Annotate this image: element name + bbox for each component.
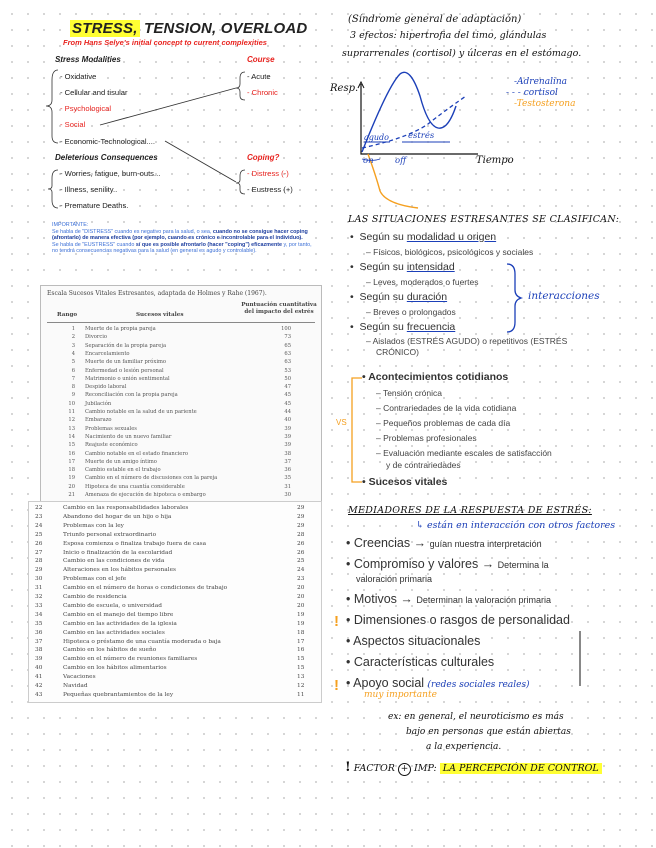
table-caption: Escala Sucesos Vitales Estresantes, adaptada de Holmes y Rahe (1967). (47, 290, 267, 297)
table-row: 1 Muerte de la propia pareja 100 (71, 326, 291, 332)
gas-line: 3 efectos: hipertrofia del timo, glándulas (350, 30, 547, 41)
table-row: 41 Vacaciones 13 (35, 674, 305, 681)
modality-item: - Economic-Technological.... (60, 137, 155, 146)
table-row: 33 Cambio de escuela, o universidad 20 (35, 602, 305, 609)
table-row: 42 Navidad 12 (35, 683, 305, 689)
consequences-heading: Deleterious Consequences (55, 153, 158, 162)
table-row: 28 Cambio en las condiciones de vida 25 (35, 558, 305, 565)
classify-sub: – Aislados (ESTRÉS AGUDO) o repetitivos (ESTRÉS (366, 336, 568, 346)
acont-item: – Tensión crónica (376, 388, 442, 398)
distress-note: Se habla de "DISTRESS" cuando es negativo para la salud, o sea, cuando no se consigue hacer coping (afrontarlo) de manera efectiva (por ejemplo, cuando es crónico e incontrolable para el individuo). (52, 228, 308, 242)
table-row: 12 Embarazo 40 (68, 417, 291, 424)
factor-line: ! FACTOR + IMP: LA PERCEPCIÓN DE CONTROL (345, 760, 602, 776)
legend-cortisol: - - - cortisol (506, 88, 558, 98)
interacciones-label: interacciones (528, 290, 600, 302)
table-row: 25 Triunfo personal extraordinario 28 (35, 531, 305, 538)
classify-item: • Según su modalidad u origen (350, 231, 497, 243)
mediador-item-sub: valoración primaria (356, 574, 433, 584)
plus-icon: + (398, 763, 411, 776)
vs-label: VS (336, 418, 347, 427)
table-row: 9 Reconciliación con la propia pareja 45 (71, 392, 291, 399)
table-header-score: Puntuación cuantitativa del impacto del estrés (241, 302, 317, 315)
classify-sub: – Físicos, biológicos, psicológicos y sociales (366, 247, 534, 257)
table-row: 13 Problemas sexuales 39 (68, 425, 291, 432)
modality-item: - Cellular and tisular (60, 88, 128, 97)
interactions-brace (505, 262, 525, 334)
coping-heading: Coping? (247, 153, 280, 162)
mediador-item: • Creencias → guían nuestra interpretación (346, 536, 542, 550)
sucesos-heading: • Sucesos vitales (362, 476, 448, 488)
exclamation-icon: ! (334, 613, 339, 630)
table-row: 34 Cambio en el manejo del tiempo libre 19 (35, 611, 305, 618)
exclamation-icon: ! (334, 677, 339, 694)
course-heading: Course (247, 55, 275, 64)
legend-testosterona: -Testosterona (514, 99, 576, 109)
classify-heading: LAS SITUACIONES ESTRESANTES SE CLASIFICAN: (348, 214, 620, 225)
chart-ylabel: Resp. (330, 83, 359, 94)
mediador-item: • Apoyo social (redes sociales reales) (346, 676, 530, 690)
eustress-note: Se habla de "EUSTRESS" cuando sí que es posible afrontarlo (hacer "coping") eficazmente y, por tanto, no tendrá consecuencias negativas para la salud (en general es agudo y controlable). (52, 241, 312, 255)
acont-item: y de contrariedades (386, 460, 461, 470)
legend-adrenalina: -Adrenalina (514, 77, 568, 87)
vs-bracket (344, 372, 364, 488)
modality-item: - Oxidative (60, 72, 97, 81)
off-label: off (395, 156, 407, 166)
table-row: 19 Cambio en el número de discusiones con la pareja 35 (68, 475, 291, 482)
life-events-table (40, 285, 322, 505)
acont-item: – Problemas profesionales (376, 433, 477, 443)
consequence-item: - Premature Deaths. (60, 201, 129, 210)
page-title: STRESS, TENSION, OVERLOAD (72, 20, 308, 37)
table-row: 20 Hipoteca de una cuantía considerable 31 (68, 483, 291, 490)
modality-item: - Social (60, 120, 86, 129)
table-row: 22 Cambio en las responsabilidades laborales 29 (35, 505, 305, 511)
mediadores-heading: MEDIADORES DE LA RESPUESTA DE ESTRÉS: (348, 505, 592, 516)
important-note (52, 222, 317, 255)
life-events-table-continued (28, 501, 322, 703)
table-header-event: Sucesos vitales (136, 312, 184, 318)
testosterona-line (368, 154, 418, 208)
table-row: 18 Cambio estable en el trabajo 36 (68, 467, 291, 474)
stress-response-chart (328, 66, 628, 216)
gas-line: suprarrenales (cortisol) y úlceras en el estómago. (342, 48, 582, 59)
example-line: ex: en general, el neuroticismo es más (388, 712, 564, 722)
table-row: 3 Separación de la propia pareja 65 (71, 342, 291, 349)
subtitle: From Hans Selye's initial concept to current complexities (63, 38, 267, 47)
consequence-item: - Worries, fatigue, burn-outs... (60, 169, 161, 178)
classify-item: • Según su frecuencia (350, 321, 456, 333)
table-row: 6 Enfermedad o lesión personal 53 (71, 367, 291, 374)
table-row: 2 Divorcio 73 (71, 334, 291, 341)
mediador-item: • Compromiso y valores → Determina la (346, 557, 549, 571)
acont-heading: • Acontecimientos cotidianos (362, 371, 509, 383)
table-row: 14 Nacimiento de un nuevo familiar 39 (68, 433, 291, 440)
table-row: 27 Inicio o finalización de la escolaridad 26 (35, 549, 305, 556)
classify-sub: CRÓNICO) (376, 347, 419, 357)
classify-item: • Según su duración (350, 291, 448, 303)
important-label: IMPORTANTE: (52, 222, 89, 228)
exclamation-icon: ! (345, 760, 351, 775)
mediadores-note: ↳ están en interacción con otros factores (416, 520, 616, 531)
agudo-label: agudo (364, 133, 389, 142)
coping-item: - Distress (-) (247, 169, 289, 178)
consequence-item: - Illness, senility.. (60, 185, 118, 194)
table-row: 23 Abandono del hogar de un hijo o hija 29 (35, 513, 305, 520)
mindmap-connectors (0, 0, 330, 215)
table-row: 38 Cambio en los hábitos de sueño 16 (35, 647, 305, 654)
table-row: 7 Matrimonio o unión sentimental 50 (71, 375, 291, 382)
example-line: bajo en personas que están abiertas (406, 727, 571, 737)
acont-item: – Evaluación mediante escales de satisfacción (376, 448, 552, 458)
table-row: 5 Muerte de un familiar próximo 63 (71, 359, 291, 366)
classify-sub: – Breves o prolongados (366, 307, 456, 317)
table-row: 39 Cambio en el número de reuniones familiares 15 (35, 656, 305, 663)
acont-item: – Pequeños problemas de cada día (376, 418, 511, 428)
coping-item: - Eustress (+) (247, 185, 293, 194)
mediadores-marks (330, 606, 600, 696)
table-row: 21 Amenaza de ejecución de hipoteca o embargo 30 (68, 492, 291, 498)
acont-item: – Contrariedades de la vida cotidiana (376, 403, 517, 413)
classify-item: • Según su intensidad (350, 261, 455, 273)
table-row: 35 Cambio en las actividades de la iglesia 19 (35, 620, 305, 627)
modalities-heading: Stress Modalities (55, 55, 121, 64)
table-row: 32 Cambio de residencia 20 (35, 594, 305, 600)
estres-label: estrés (408, 131, 435, 141)
table-row: 36 Cambio en las actividades sociales 18 (35, 629, 305, 636)
mediador-item: • Dimensiones o rasgos de personalidad (346, 613, 570, 627)
table-row: 4 Encarcelamiento 63 (71, 350, 291, 357)
table-row: 30 Problemas con el jefe 23 (35, 576, 305, 583)
table-row: 16 Cambio notable en el estado financiero 38 (68, 450, 291, 457)
classify-sub: – Leves, moderados o fuertes (366, 277, 479, 287)
table-row: 37 Hipoteca o préstamo de una cuantía moderada o baja 17 (35, 638, 305, 645)
table-row: 24 Problemas con la ley 29 (35, 522, 305, 529)
course-item: - Chronic (247, 88, 278, 97)
table-row: 26 Esposa comienza o finaliza trabajo fuera de casa 26 (35, 540, 305, 547)
table-row: 43 Pequeñas quebrantamientos de la ley 11 (35, 691, 305, 698)
on-label: on (363, 156, 374, 166)
table-row: 17 Muerte de un amigo íntimo 37 (68, 458, 291, 465)
gas-heading: (Síndrome general de adaptación) (348, 14, 522, 25)
modality-item: - Psychological (60, 104, 112, 113)
table-header-rank: Rango (57, 312, 78, 318)
mediador-item: • Aspectos situacionales (346, 634, 481, 648)
factor-highlight: LA PERCEPCIÓN DE CONTROL (440, 763, 602, 774)
table-row: 8 Despido laboral 47 (71, 384, 291, 391)
course-item: - Acute (247, 72, 271, 81)
example-line: a la experiencia. (426, 742, 502, 752)
table-row: 40 Cambio en los hábitos alimentarios 15 (35, 665, 305, 672)
mediador-item: • Características culturales (346, 655, 495, 669)
apoyo-social-note: muy importante (364, 690, 437, 700)
table-row: 10 Jubilación 45 (68, 400, 291, 407)
table-row: 15 Reajuste económico 39 (68, 442, 291, 449)
table-row: 31 Cambio en el número de horas o condiciones de trabajo 20 (35, 585, 305, 592)
chart-xlabel: Tiempo (476, 155, 514, 166)
mediador-item: • Motivos → Determinan la valoración primaria (346, 592, 551, 606)
table-row: 29 Alteraciones en los hábitos personales 24 (35, 567, 305, 574)
table-row: 11 Cambio notable en la salud de un pariente 44 (68, 409, 291, 415)
